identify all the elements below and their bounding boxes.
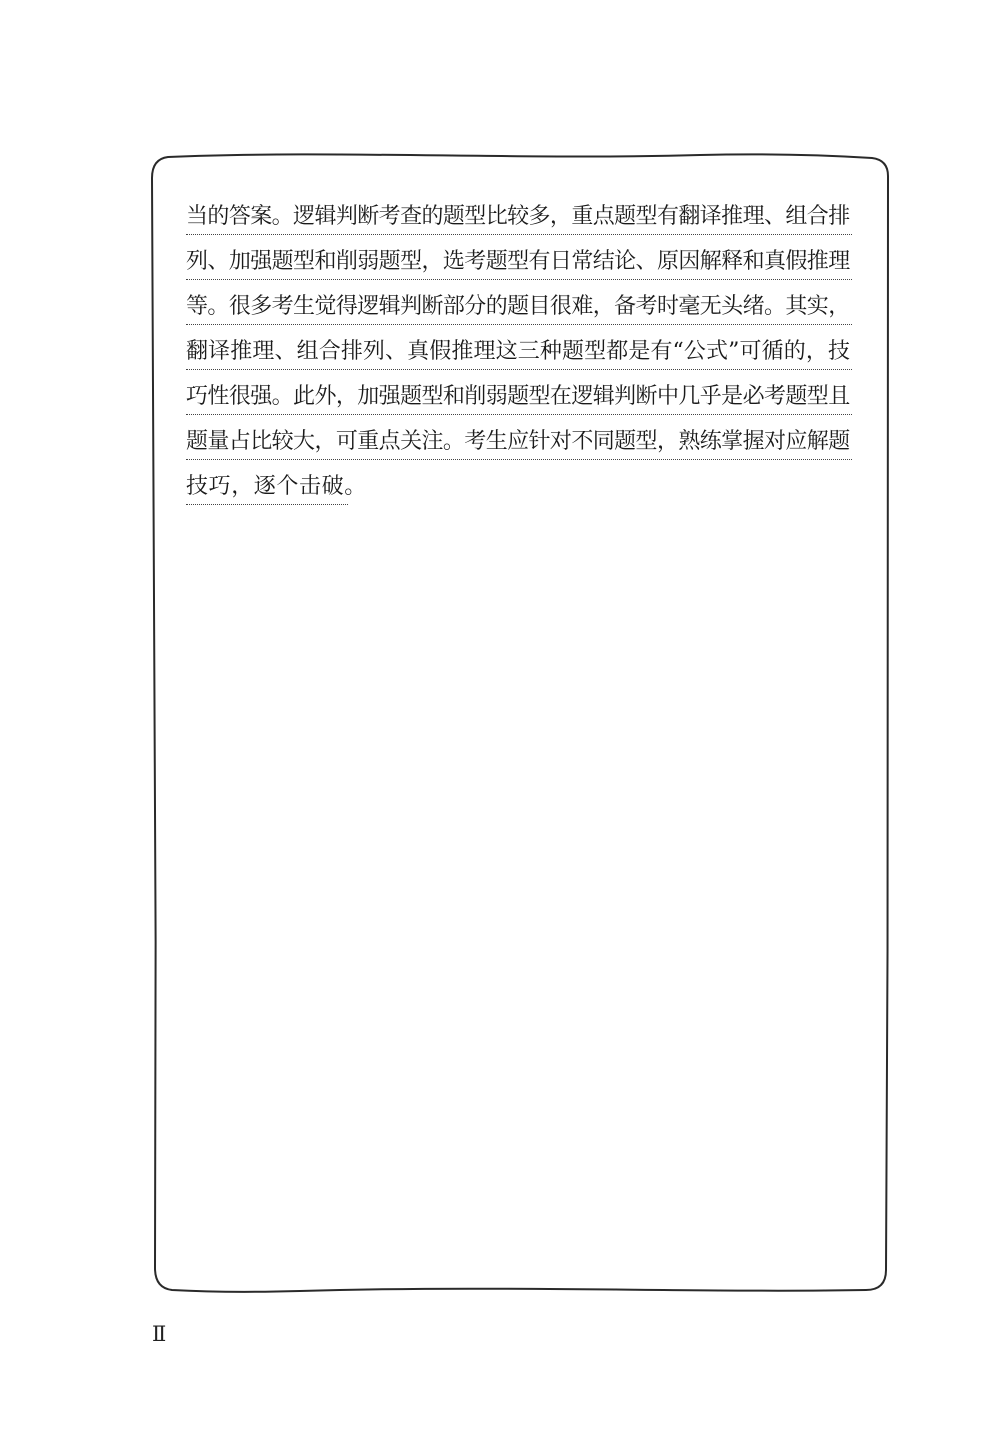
text-line xyxy=(186,460,852,505)
text-line xyxy=(186,235,852,280)
line-text: 巧性很强。此外，加强题型和削弱题型在逻辑判断中几乎是必考题型且 xyxy=(186,384,850,409)
text-line xyxy=(186,415,852,460)
line-text: 等。很多考生觉得逻辑判断部分的题目很难，备考时毫无头绪。其实， xyxy=(186,294,850,319)
text-line xyxy=(186,280,852,325)
text-line xyxy=(186,325,852,370)
text-line xyxy=(186,190,852,235)
line-text: 翻译推理、组合排列、真假推理这三种题型都是有“公式”可循的，技 xyxy=(186,339,851,364)
line-text: 列、加强题型和削弱题型，选考题型有日常结论、原因解释和真假推理 xyxy=(186,249,850,274)
line-text: 当的答案。逻辑判断考查的题型比较多，重点题型有翻译推理、组合排 xyxy=(186,204,850,229)
line-text: 题量占比较大，可重点关注。考生应针对不同题型，熟练掌握对应解题 xyxy=(186,429,850,454)
line-text: 技巧，逐个击破。 xyxy=(186,474,367,499)
dotted-rule xyxy=(186,504,348,505)
notebook-text-block xyxy=(186,190,852,505)
text-line xyxy=(186,370,852,415)
page-number: Ⅱ xyxy=(152,1322,167,1346)
